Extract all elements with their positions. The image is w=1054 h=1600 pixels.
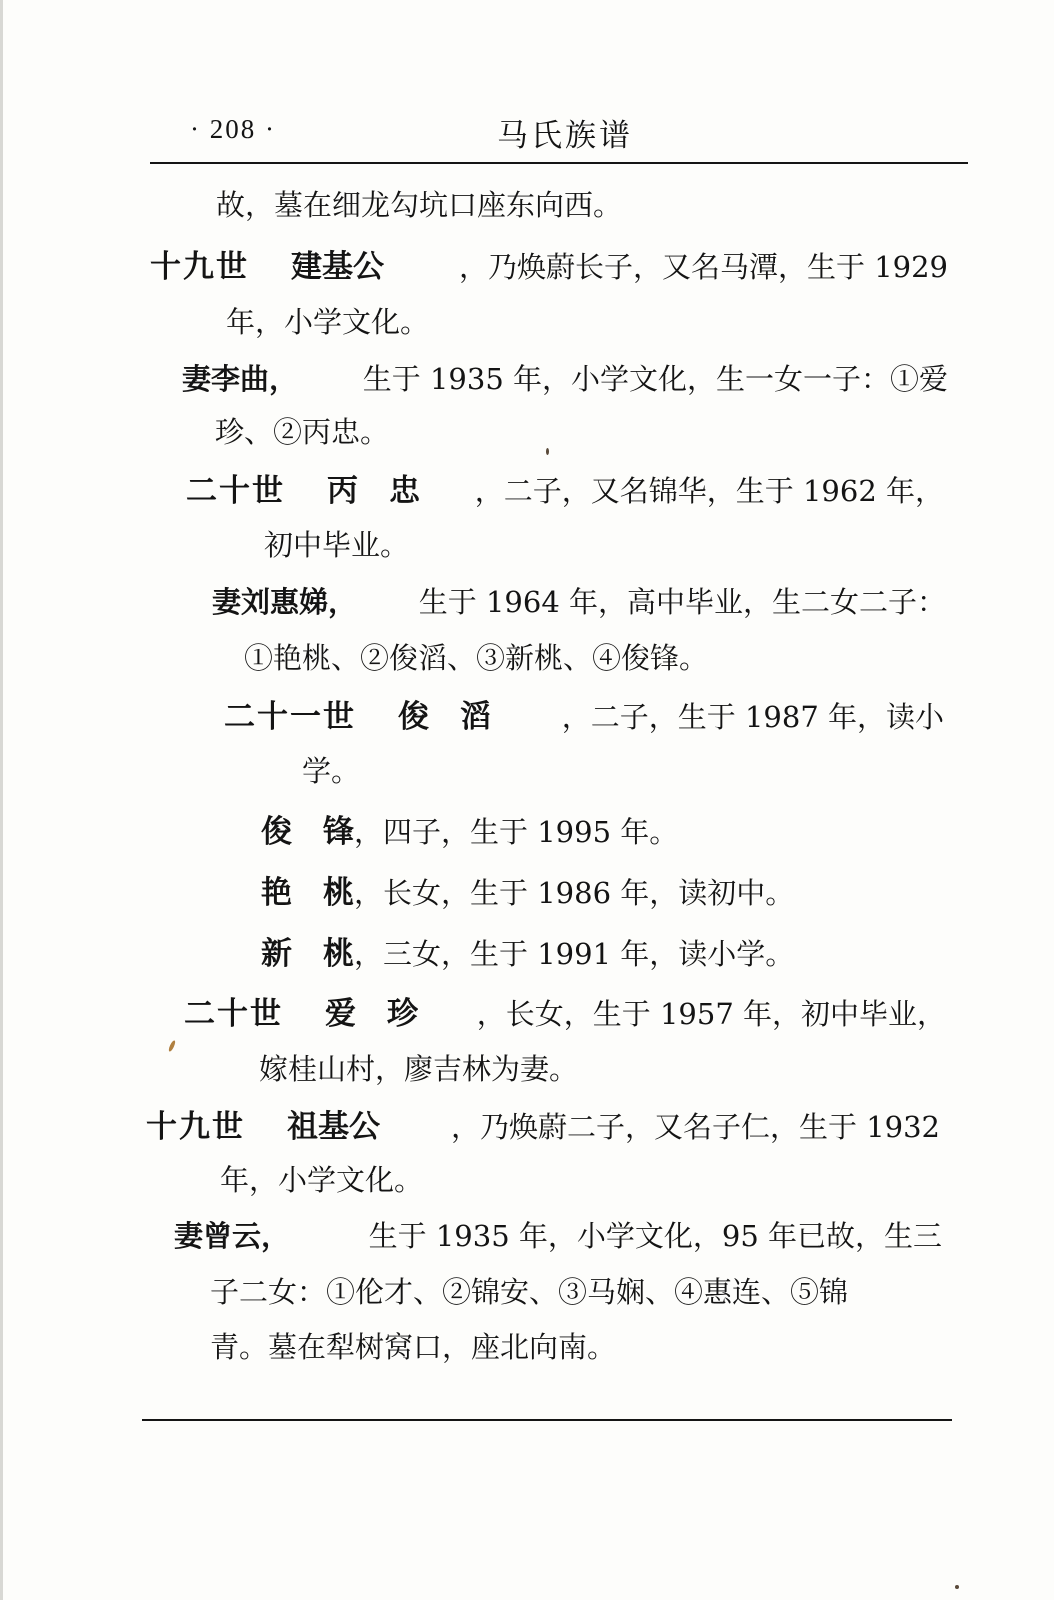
text-line <box>226 305 429 339</box>
text-line <box>259 1052 578 1086</box>
generation-label: 二十一世 <box>224 699 356 735</box>
spouse-name: 妻曾云， <box>174 1219 291 1253</box>
entry-text: 生于 1935 年，小学文化，生一女一子：①爱 <box>362 362 948 396</box>
entry-text: 学。 <box>302 754 361 788</box>
scan-speck <box>546 448 549 455</box>
entry-text: 珍、②丙忠。 <box>215 415 390 449</box>
running-title: 马氏族谱 <box>497 118 633 154</box>
entry-text: 年，小学文化。 <box>220 1163 424 1197</box>
spouse-name: 妻刘惠娣， <box>212 585 358 619</box>
entry-line <box>224 700 944 734</box>
text-line <box>216 188 622 222</box>
text-line <box>210 1330 616 1364</box>
page-number: · 208 · <box>190 114 276 144</box>
scan-speck <box>955 1585 959 1589</box>
person-name: 建基公 <box>291 249 384 285</box>
spouse-line <box>174 1219 942 1253</box>
text-line <box>215 415 389 449</box>
children-list: ①艳桃、②俊滔、③新桃、④俊锋。 <box>244 641 709 675</box>
entry-text: 嫁桂山村，廖吉林为妻。 <box>259 1052 579 1086</box>
entry-text: 生于 1935 年，小学文化，95 年已故，生三 <box>368 1219 942 1253</box>
entry-text: ，乃焕蔚二子，又名子仁，生于 1932 <box>450 1110 940 1144</box>
entry-line <box>261 937 794 971</box>
entry-line <box>261 815 678 849</box>
entry-text: 初中毕业。 <box>264 528 410 562</box>
text-line <box>210 1275 940 1309</box>
header-rule <box>150 162 968 164</box>
spouse-name: 妻李曲， <box>182 362 299 396</box>
person-name: 艳 桃 <box>261 875 354 911</box>
scan-speck <box>168 1040 177 1053</box>
entry-text: 年，小学文化。 <box>226 305 430 339</box>
text-line <box>302 754 360 788</box>
person-name: 丙 忠 <box>327 473 420 509</box>
text-line <box>244 641 708 675</box>
generation-label: 二十世 <box>186 473 285 509</box>
entry-text: ，长女，生于 1986 年，读初中。 <box>354 876 795 910</box>
footer-rule <box>142 1419 952 1421</box>
entry-text: ，二子，又名锦华，生于 1962 年， <box>474 474 944 508</box>
entry-line <box>150 250 948 284</box>
children-list: 子二女：①伦才、②锦安、③马娴、④惠连、⑤锦 <box>210 1275 849 1309</box>
text-line <box>264 528 409 562</box>
entry-text: ，长女，生于 1957 年，初中毕业， <box>476 997 946 1031</box>
generation-label: 十九世 <box>146 1109 245 1145</box>
entry-text: 生于 1964 年，高中毕业，生二女二子： <box>418 585 946 619</box>
entry-text: ，二子，生于 1987 年，读小 <box>561 700 944 734</box>
entry-text: ，四子，生于 1995 年。 <box>354 815 679 849</box>
spouse-line <box>212 585 946 619</box>
person-name: 俊 滔 <box>398 699 491 735</box>
continuation-text: 故，墓在细龙勾坑口座东向西。 <box>216 188 623 222</box>
entry-line <box>146 1110 940 1144</box>
generation-label: 十九世 <box>150 249 249 285</box>
entry-line <box>186 474 944 508</box>
generation-label: 二十世 <box>184 996 283 1032</box>
entry-text: 青。墓在犁树窝口，座北向南。 <box>210 1330 617 1364</box>
person-name: 祖基公 <box>287 1109 380 1145</box>
person-name: 新 桃 <box>261 936 354 972</box>
entry-text: ，乃焕蔚长子，又名马潭，生于 1929 <box>458 250 948 284</box>
spouse-line <box>182 362 948 396</box>
entry-line <box>184 997 946 1031</box>
entry-text: ，三女，生于 1991 年，读小学。 <box>354 937 795 971</box>
entry-line <box>261 876 794 910</box>
person-name: 爱 珍 <box>325 996 418 1032</box>
person-name: 俊 锋 <box>261 814 354 850</box>
text-line <box>220 1163 423 1197</box>
